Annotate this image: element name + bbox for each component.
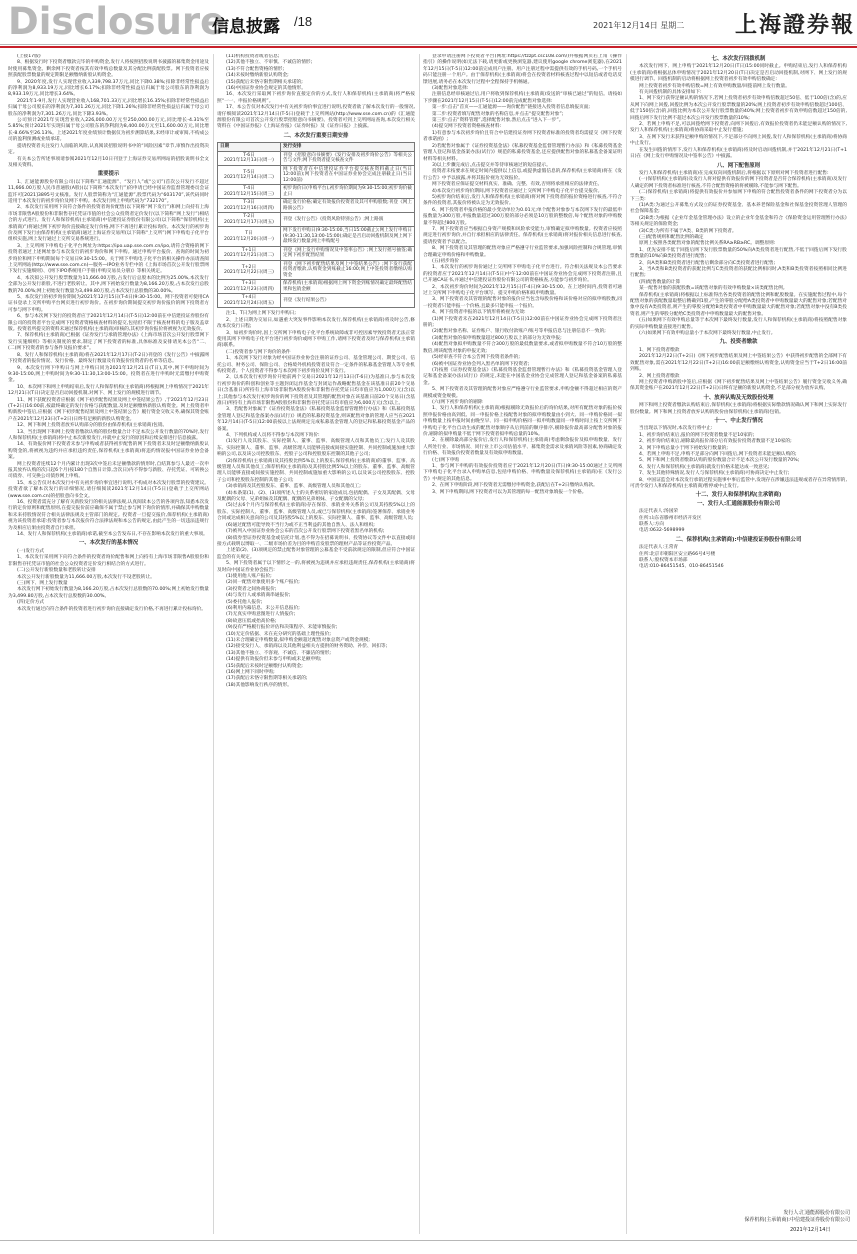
schedule-title: 二、本次发行重要日期安排 [283, 132, 349, 139]
header-rule [0, 46, 857, 48]
body-paragraph: 12、网下和网上投资者放弃认购部分的股份由保荐机构(主承销商)包销。 [17, 423, 168, 429]
body-paragraph: 注:1、T日为网上网下发行申购日; [226, 311, 296, 317]
body-paragraph: 发行人和保荐机构(主承销商)在完成双向回拨机制后,将根据以下原则对网下投资者进行配售: [639, 170, 829, 176]
schedule-day: T+4日 2021年12月24日(周五) [218, 294, 281, 308]
body-paragraph: 电话:010-86451545、010-86451546 [639, 564, 724, 570]
body-paragraph: 投资者未按要求在规定时间内提供以上信息,或提供虚假信息的,保荐机构(主承销商)将在《发行公告》中予以披露,并将其报价视为无效报价。 [423, 169, 622, 181]
body-paragraph: 网上投资者连续12个月内累计出现3次中签后未足额缴款的情形时,自结算参与人最近一次申报其放弃认购的次日起6个月(按180个自然日计算,含次日)内不得参与新股、存托凭证、可转换公司债券、可交换公司债券网上申购。 [8, 461, 209, 480]
body-paragraph: (六)网下初步询价的剔除 [432, 399, 483, 405]
body-paragraph: (1)发行人及其股东、实际控制人、董事、监事、高级管理人员和其他员工;发行人及其股东、实际控制人、董事、监事、高级管理人员能够直接或间接实施控制、共同控制或施加重大影响的公司,以及该公司控股股东、控股子公司和控股股东控制的其他子公司; [217, 439, 415, 458]
body-paragraph: (五)如果网下有效申购总量等于本次网下最终发行数量,发行人和保荐机构(主承销商)将按照配售对象的实际申购数量直接进行配售。 [630, 318, 847, 330]
body-paragraph: (7)被列入中国证券业协会公布的首次公开发行股票网下投资者黑名单的机构; [226, 529, 385, 535]
body-paragraph: 6、发行人和保荐机构(主承销商)就发行价格未能达成一致意见; [639, 464, 770, 470]
body-paragraph: 提请投资者关注发行人面临的风险,认真阅读招股说明书中的“风险因素”章节,审慎作出投资决定。 [8, 143, 209, 156]
body-paragraph: 2、初步询价结束后,剔除最高报价部分后有效报价投资者数量不足10家的; [639, 439, 792, 445]
body-paragraph: 公司预计2021年实现营业收入226,000.00万元至250,000.00万元,同比增长-4.31%至5.85%;预计2021年实现归属于母公司股东的净利润为8,400.00万元至11,600.00万元,同比增长-8.66%至26.13%。上述2021年度业绩预计数据仅为初步测算结果,未经审计或审阅,不构成公司的盈利预测或业绩承诺。 [8, 118, 209, 143]
schedule-task: 确定发行价格;确定有效报价投资者及其可申购股数;刊登《网上路演公告》 [281, 199, 415, 213]
body-paragraph: 3、若配售对象属于《证券投资基金法》《私募投资基金监督管理暂行办法》和《私募投资基金管理人登记和基金备案办法(试行)》规范的私募投资基金,则该配售对象的管理人应当在2021年12月14日(T-5日)12:00前按以上法规规定完成私募基金管理人的登记和私募投资基金产品的备案。 [217, 407, 415, 432]
body-paragraph: 3、上交所网下申购电子化平台网址为:https://ipo.uap.sse.com.cn/ipo,请符合资格的网下投资者通过上述网址参与本次发行的初步询价和网下申购。通过申购平台报价、查询的时间为初步询价和网下申购期间每个交易日9:30-15:00。关于网下申购电子化平台的相关操作办法请查阅上交所网站(http://www.sse.com.cn)—服务—IPO业务专栏中的《上海市场首次公开发行股票网下发行实施细则》、《网下IPO系统用户手册(申购交易员分册)》等相关规定。 [8, 243, 209, 275]
body-paragraph: (15)获配后未按时足额缴付认购资金; [226, 663, 303, 669]
body-paragraph: (4)提交网下投资者资格核查材料: [432, 124, 502, 130]
list-item: (16)中国证券业协会规定的其他情形。 [226, 86, 306, 92]
list-item: (13)不符合配售资格的情形; [226, 66, 285, 72]
body-paragraph: (4)配售对象拟申购数量不符合300万股的最低数量要求,或者拟申购数量不符合10万股的整数倍,则该配售对象的申报无效; [423, 342, 622, 354]
body-paragraph: (8)故意压低或抬高价格; [226, 618, 277, 624]
column-1 [8, 54, 209, 1232]
body-paragraph: (17)获配后未恪守限售期等相关承诺的; [226, 676, 308, 682]
list-item: (11)机构投资者或者信息; [226, 54, 280, 59]
body-paragraph: 1、参与网下申购的有效报价投资者应于2021年12月20日(T日)9:30-15:00通过上交所网下申购电子化平台录入申购单信息,包括申购价格、申购数量及保荐机构(主承销商)在《发行公告》中规定的其他信息。 [423, 464, 622, 482]
body-paragraph: 1)有意参与本次初步询价且符合中信建投证券网下投资者标准的投资者均需提交《网下投资者承诺函》; [423, 130, 622, 143]
body-paragraph: 某一配售对象的获配股数=该配售对象的有效申购数量×该类配售比例。 [639, 286, 788, 292]
body-paragraph: 九、投资者缴款 [719, 339, 758, 346]
body-paragraph: (3)C类:为所有不属于A类、B类的网下投资者。 [639, 228, 737, 234]
schedule-day: T+3日 2021年12月23日(周四) [218, 280, 281, 294]
body-paragraph: 联系人:股权资本市场部 [639, 558, 688, 564]
schedule-task: 网下发行申购日(9:30-15:00,当日15:00截止);网上发行申购日(9:30-11:30,13:00-15:00);确定是否启动回拨机制及网上网下最终发行数量;网上申购配号 [281, 227, 415, 247]
body-paragraph: 2021年12月22日(T+2日)《网下初步配售结果及网上中签结果公告》中获得初步配售的全部网下有效配售对象,需在2021年12月22日(T+2日)16:00前足额缴纳认购资金,认购资金应当于T+2日16:00前到账。 [630, 354, 847, 373]
schedule-task: 初步询价日(申购平台),初步询价期间为9:30-15:00;初步询价截止日 [281, 185, 415, 199]
list-item: (14)未按时缴纳新股认购资金; [226, 73, 289, 79]
body-paragraph: 网上投资者初步有效申购倍数=网上有效申购数量/回拨前网上发行数量。 [639, 83, 790, 89]
body-paragraph: 2、在剔除最高部分报价后,发行人和保荐机构(主承销商)考虑剩余报价及拟申购数量、发行人所处行业、市场情况、同行业上市公司估值水平、募集资金需求及承销风险等因素,协商确定发行价格、有效报价投资者数量及有效拟申购数量。 [423, 438, 622, 457]
body-paragraph: (上接17版) [17, 54, 41, 59]
body-paragraph: 2021年1-9月,发行人实现营业收入168,701.33万元,同比增长16.35%;扣除非经常性损益后归属于母公司股东的净利润为7,301.26万元,同比下降1.26%;扣除非经常性损益后归属于母公司股东的净利润为7,301.26万元,同比下降3.93%。 [8, 98, 209, 117]
body-paragraph: 上述第(2)、(3)项规定的禁止配售对象管理的公募基金不受前款规定的限制,但应符合中国证监会的有关规定。 [217, 548, 415, 560]
body-paragraph: 14、有效报价网下投资者未参与申购或者获得初步配售的网下投资者未及时足额缴纳新股认购资金的,将被视为违约并应承担违约责任,保荐机构(主承销商)将违约情况报中国证券业协会备案。 [8, 442, 209, 461]
schedule-header-row [218, 143, 415, 152]
body-paragraph: 5、网下投资者属于以下情形之一的,将被视为违规并应承担违规责任,保荐机构(主承销商)将及时向中国证券业协会报告: [217, 561, 415, 573]
schedule-task: 刊登《发行结果公告》 [281, 294, 415, 308]
body-paragraph: 9、2020年度,发行人实现营业收入339,798.37万元,同比下降0.38%;扣除非经常性损益后的净利润为8,933.19万元,同比增长6.17%;扣除非经常性损益后归属于母公司股东的净利润为8,933.19万元,同比增长3.64%。 [8, 79, 209, 98]
body-paragraph: 十一、中止发行情况 [714, 417, 763, 424]
body-paragraph: (2)保荐机构(主承销商)及其持股比例5%以上的股东,保荐机构(主承销商)的董事、监事、高级管理人员和其他员工;保荐机构(主承销商)及其持股比例5%以上的股东、董事、监事、高级管理人员能够直接或间接实施控制、共同控制或施加重大影响的公司,以及该公司控股股东、控股子公司和控股股东控制的其他子公司; [217, 458, 415, 483]
body-paragraph: (二)保荐机构(主承销商)将提供有效报价并参加网下申购的符合配售投资者条件的网下投资者分为以下三类: [630, 190, 847, 202]
table-row [218, 185, 415, 199]
body-paragraph: 本次发行网下、网上申购于2021年12月20日(T日)15:00同时截止。申购结束后,发行人和保荐机构(主承销商)将根据总体申购情况于2021年12月20日(T日)决定是否启动回拨机制,对网下、网上发行的规模进行调节。回拨机制的启动将根据网上投资者初步有效申购倍数确定: [630, 64, 847, 83]
body-paragraph: 1、初步询价结束后,报价的网下投资者数量不足10家的; [639, 432, 755, 438]
table-row [218, 151, 415, 165]
table-row [218, 280, 415, 294]
body-paragraph: 1、本次网下发行对象为经中国证券业协会注册的证券公司、基金管理公司、期货公司、信托公司、财务公司、保险公司、合格境外机构投资者及符合一定条件的私募基金管理人等专业机构投资者。个人投资者不得参与本次网下初步询价及网下发行。 [217, 356, 415, 374]
schedule-task: 刊登《网下初步配售结果及网上中签结果公告》;网下发行获配投资者缴款,认购资金到账截止16:00;网上中签投资者缴纳认购资金 [281, 260, 415, 280]
footer-rule [0, 1240, 857, 1241]
body-paragraph: (10)无定价依据、未在充分研究的基础上理性报价; [226, 631, 331, 637]
body-paragraph: 重要提示 [97, 171, 120, 178]
body-paragraph: (二)公开发行新股数量和老股转让安排 [17, 568, 96, 574]
body-paragraph: (7)无真实申购意图进行人情报价; [226, 612, 296, 618]
table-row [218, 165, 415, 185]
body-paragraph: 网下投资者应保证提交材料真实、准确、完整、有效,否则将承担相应的法律责任。 [432, 182, 603, 188]
body-paragraph: (4)与发行人或承销商串通报价; [226, 593, 291, 599]
body-paragraph: 第三步:点击“资料管理”,选择配售对象,然后点击“进入下一步”。 [432, 118, 564, 124]
body-paragraph: 7、网下投资者应当根据自身资产规模和风险承受能力,审慎确定拟申购数量。投资者应按照规定进行初步询价,并自行承担相应的法律责任。保荐机构(主承销商)将对报价相关信息进行核查,提请投资者予以配合。 [423, 226, 622, 245]
body-paragraph: (3)投资者之间协商报价; [226, 586, 277, 592]
table-row [218, 227, 415, 247]
body-paragraph: (三)配售规则和配售比例的确定 [639, 234, 704, 240]
schedule-task: 刊登《发行公告》《投资风险特别公告》;网上路演 [281, 213, 415, 227]
body-paragraph: 4、若网上申购不足,申购不足部分向网下回拨后,网下投资者未能足额认购的; [639, 451, 797, 457]
body-paragraph: 4、下列机构或人员将不得参与本次网下询价: [226, 433, 320, 438]
table-row [218, 246, 415, 260]
section-title: 信息披露 [212, 17, 280, 37]
body-paragraph: 8、中国证监会对本次发行承销过程实施事中事后监管中,发现存在涉嫌违法违规或者存在异常情形的,可责令发行人和保荐机构(主承销商)暂停或中止发行。 [630, 477, 847, 489]
body-paragraph: (16)网上网下同时申购; [226, 670, 275, 676]
body-paragraph: (一)保荐机构(主承销商)及发行人将对提供有效报价的网下投资者是否符合保荐机构(主承销商)及发行人确定的网下投资者标准进行核查,不符合配售资格的将被剔除,不能参与网下配售。 [630, 177, 847, 189]
body-paragraph: 注册信息经审核通过后,用户将收到保荐机构(主承销商)发送的“审核已通过”的短信。请按如下步骤在2021年12月15日(T-5日)12:00前完成配售对象选择: [423, 92, 622, 104]
body-paragraph: (六)如果网下有效申购总量小于本次网下最终发行数量,中止发行。 [639, 331, 776, 337]
body-paragraph: 5)初步询价结束后,发行人和保荐机构(主承销商)将对网下投资者的报价资格进行核查,不符合条件的投资者,其报价将被认定为无效报价。 [423, 194, 622, 207]
body-paragraph: 1、发行人和保荐机构(主承销商)根据剔除无效报价后的询价结果,对所有配售对象的报价按照申报价格由高到低、同一申报价格上按配售对象的拟申购数量由小到大、同一申购价格同一拟申购数量上按申报时间由晚至早、同一拟申购价格同一拟申购数量同一申购时间上按上交所网下申购电子化平台自动生成的配售对象顺序从后到前的顺序排序,剔除报价最高部分配售对象的报价,剔除的拟申购量不低于网下投资者拟申购总量的10%。 [423, 406, 622, 437]
issue-date: 2021年12月14日 星期二 [593, 21, 685, 30]
body-paragraph: (14)提供有效报价但未参与申购或未足额申购; [226, 657, 322, 663]
schedule-day: T日 2021年12月20日(周一) [218, 227, 281, 247]
schedule-day: T-5日 2021年12月14日(周二) [218, 165, 281, 185]
body-paragraph: 联系人:方向 [639, 522, 665, 528]
body-paragraph: 2、向A类和B类投资者进行配售后剩余部分向C类投资者进行配售; [639, 260, 776, 266]
column-4 [630, 54, 847, 1232]
body-paragraph: 1、本次发行的初步询价通过上交所网下申购电子化平台进行。符合相关法规及本公告要求的投资者应于2021年12月14日(T-5日)中午12:00前在中国证券业协会完成网下投资者注册,且已开通CA证书,并通过中信建投证券股份有限公司的资格核查,方能参与初步询价。 [423, 265, 622, 284]
body-paragraph: 14、发行人和保荐机构(主承销商)承诺,截至本公告发布日,不存在影响本次发行的重大事项。 [17, 532, 208, 538]
issuer-signature: 发行人:汇通能源股份有限公司 [783, 1210, 850, 1216]
table-row [218, 213, 415, 227]
body-paragraph: (1)使用他人账户报价; [226, 573, 272, 579]
body-paragraph: 住所:山东省滕州市经济开发区 [639, 515, 702, 521]
body-paragraph: 8、发行人和保荐机构(主承销商)将在2021年12月17日(T-2日)刊登的《发行公告》中披露网下投资者的报价情况、发行价格、最终发行数量及有效报价投资者的名单等信息。 [8, 352, 209, 365]
body-paragraph: 6、参与本次网下发行的投资者应于2021年12月14日(T-5日)12:00前在中信建投证券股份有限公司的投资者平台完成网下投资者资格核查材料的提交,包括但不限于核查材料的电子版及盖章版。投资者所提交的资料未通过保荐机构(主承销商)审核的,其初步询价报价将被视为无效报价。 [8, 314, 209, 333]
body-paragraph: 11、网下获配投资者应根据《网下初步配售结果及网上中签结果公告》,于2021年12月23日(T+2日)16:00前,按最终确定的发行价格与获配数量,及时足额缴纳新股认购资金。网上投资者申购新股中签后,应根据《网下初步配售结果及网上中签结果公告》履行资金交收义务,确保其资金账户在2021年12月23日(T+2日)日终有足额的新股认购资金。 [8, 397, 209, 422]
body-paragraph: 第二步:投资者填写配售对象的名称信息,并点击“提交配售对象”; [432, 111, 564, 117]
list-item: (15)获配后未恪守限售期相关承诺的; [226, 79, 303, 85]
body-paragraph: 1、优先安排不低于回拨后网下发行股票数量的50%向A类投资者进行配售,不低于回拨后网下发行股票数量的10%向B类投资者进行配售; [630, 247, 847, 260]
masthead-title: Disclosure [8, 0, 226, 43]
body-paragraph: 网下和网上投资者缴款认购结束后,保荐机构(主承销商)将根据实际缴款情况确认网下和网上实际发行股份数量。网下和网上投资者放弃认购的股份由保荐机构(主承销商)包销。 [630, 403, 847, 415]
body-paragraph: 二、保荐机构(主承销商):中信建投证券股份有限公司 [675, 536, 802, 543]
body-paragraph: (12)接受发行人、承销商以及其他利益相关方提供的财务资助、补偿、回扣等; [226, 644, 388, 650]
body-paragraph: 当出现以下情况时,本次发行将中止: [639, 426, 713, 432]
body-paragraph: (5)委托他人报价; [226, 599, 263, 605]
body-paragraph: (五)初步询价 [432, 259, 460, 264]
table-row [218, 199, 415, 213]
body-paragraph: 网上投资者申购新股中签后,应根据《网下初步配售结果及网上中签结果公告》履行资金交收义务,确保其资金账户在2021年12月22日(T+2日)日终有足额的新股认购资金,不足部分视为放弃认购。 [630, 379, 847, 392]
body-paragraph: (三)网下、网上发行数量 [17, 580, 68, 586]
body-paragraph: 3、网下申购总量小于网下初始发行数量的; [639, 445, 728, 451]
body-paragraph: 在发生回拨的情形下,发行人和保荐机构(主承销商)将及时启动回拨机制,并于2021年12月21日(T+1日)在《网上发行申购情况及中签率公告》中披露。 [630, 147, 847, 160]
schedule-day: T-4日 2021年12月15日(周三) [218, 185, 281, 199]
body-paragraph: 登录申请注册网下投资者平台(网址:https://tzzpt.csc108.com/)并根据网页右上角《操作指引》的操作说明(如无法下载,请更新或更换浏览器,建议使用google chrome浏览器),在2021年12月15日(T-5日)12:00前完成用户注册。用户注册过程中需提供有效的手机号码,一个手机号码只能注册一个用户。由于保荐机构(主承销商)将会在投资者材料核查过程中以短信或者电话反馈进展,请务必在本次发行过程中全程保持手机畅通。 [423, 54, 622, 85]
table-row [218, 260, 415, 280]
body-paragraph: 16、本次发行采取网下初步询价直接定价的方式,发行人和保荐机构(主承销商)将严格按照“一一、申报价格规则”。 [217, 92, 415, 104]
body-paragraph: 保荐机构(主承销商)将根据以上标准得出各类投资者的配售比例和配股数量。在实施配售过程中,每个配售对象的获配数量取整后精确到1股,产生的零股分配给A类投资者中申购数量最大的配售对象;若配售对象中没有A类投资者,则产生的零股分配给B类投资者中申购数量最大的配售对象;若配售对象中没有B类投资者,则产生的零股分配给C类投资者中申购数量最大的配售对象。 [630, 292, 847, 317]
schedule-day: T-6日 2021年12月13日(周一) [218, 151, 281, 165]
body-paragraph: (1)网下投资者未在2021年12月14日(T-5日)12:00前在中国证券业协会完成网下投资者注册的; [423, 316, 622, 329]
body-paragraph: 原则上按照各类配售对象的配售比例关系RA≥RB≥RC。调整原则: [639, 241, 776, 247]
body-paragraph: 一、本次发行的基本情况 [78, 540, 139, 547]
body-paragraph: 4)本次发行初步询价期间,网下投资者应通过上交所网下申购电子化平台提交报价。 [432, 188, 603, 194]
body-paragraph: (7)按照《证券投资基金法》《私募投资基金监督管理暂行办法》和《私募投资基金管理人登记和基金备案办法(试行)》的规定,未能在中国基金业协会完成管理人登记和基金备案的私募基金。 [423, 367, 622, 386]
column-3 [423, 54, 622, 1232]
body-paragraph: 10、本次网下和网上申购结束后,发行人和保荐机构(主承销商)将根据网上申购情况于2021年12月21日(T日)决定是否启动回拨机制,对网下、网上发行的规模进行调节。 [8, 384, 209, 397]
body-paragraph: 3、如初步询价时,因上交所网下申购电子化平台系统故障或非可控因素导致投资者无法正常使用其网下申购电子化平台进行初步询价或网下申购工作,请网下投资者及时与保荐机构(主承销商)联系。 [217, 330, 415, 349]
body-paragraph: 有关本公告所述事项请参阅2021年12月10日刊登于上海证券交易所网站的招股说明书全文及相关资料。 [8, 156, 209, 168]
body-paragraph: 7、保荐机构(主承销商)已根据《证券发行与承销管理办法》《上海市场首次公开发行股票网下发行实施细则》等相关制度的要求,制定了网下投资者的标准,具体标准及安排请见本公告“二、(二)网下投资者的参与条件及报价要求”。 [8, 333, 209, 352]
schedule-task: 网下投资者在中信建投证券平台提交核查资料截止日(当日12:00前);网下投资者在中国证券业协会完成注册截止日(当日12:00前) [281, 165, 415, 185]
schedule-task: 保荐机构(主承销商)根据网上网下资金到账情况确定最终配售结果和包销金额 [281, 280, 415, 294]
body-paragraph: (二)投资者参与网下询价的条件 [226, 349, 291, 355]
body-paragraph: (11)未合理确定申购数量,拟申购金额超过配售对象总资产或资金规模; [226, 638, 370, 643]
body-paragraph: (3)配售对象的拟申购数量超过800万股以上的部分为无效申报; [432, 335, 562, 341]
body-paragraph: 1、网下发行获得足额认购的情况下,若网上投资者初步有效申购倍数超过50倍、低于100倍(含)的,应从网下向网上回拨,回拨比例为本次公开发行股票数量的20%;网上投资者初步有效申购倍数超过100倍、低于150倍(含)的,回拨比例为本次公开发行股票数量的40%;网上投资者初步有效申购倍数超过150倍的,回拨后网下发行比例不超过本次公开发行股票数量的10%; [630, 96, 847, 121]
body-paragraph: 住所:北京市朝阳区安立路66号4号楼 [639, 551, 716, 557]
body-paragraph: 16、投资者需充分了解有关新股发行的相关法律法规,认真阅读本公告的各项内容,知悉本次发行的定价原则和配售原则,在提交报价前应确保不属于禁止参与网下询价的情形,并确保其申购数量和未来持股情况符合相关法律法规及主管部门的规定。投资者一旦提交报价,保荐机构(主承销商)视为该投资者承诺:投资者参与本次报价符合法律法规和本公告的规定,由此产生的一切违法违规行为及相应后果由投资者自行承担。 [8, 500, 209, 531]
body-paragraph: 1、本次发行采用网下向符合条件的投资者询价配售和网上向持有上海市场非限售A股股份和非限售存托凭证市值的社会公众投资者定价发行相结合的方式进行。 [8, 555, 209, 567]
body-paragraph: (13)其他不独立、不客观、不诚信、不廉洁的情形; [226, 650, 331, 656]
body-paragraph: 2、以本次发行初步询价开始前两个交易日2021年12月13日(T-6日)为基准日,参与本次发行初步询价的科创和创业等主题封闭运作基金与封闭运作战略配售基金在该基准日前20个交易日(含基准日)所持有上海市场非限售A股股份和非限售存托凭证日均市值应为1,000万元(含)以上;其他参与本次发行初步询价的网下投资者及其管理的配售对象在该基准日前20个交易日(含基准日)所持有上海市场非限售A股股份和非限售存托凭证日均市值应为6,000万元(含)以上。 [217, 375, 415, 406]
body-paragraph: 一、发行人:汇通能源股份有限公司 [696, 500, 780, 507]
body-paragraph: 七、本次发行回拨机制 [711, 56, 766, 62]
body-paragraph: 4、网下投资者申报的以下情形将被视为无效: [432, 310, 526, 316]
list-item: (12)其他不独立、不审慎、不诚信的情形; [226, 60, 313, 66]
body-paragraph: 9、本次发行网下申购日与网上申购日同为2021年12月21日(T日),其中,网下申购时间为9:30-15:00,网上申购时间为9:30-11:30,13:00-15:00。投资者在进行申购时无需缴付申购资金。 [8, 365, 209, 384]
table-row [218, 294, 415, 308]
body-paragraph: 2、本次发行采用网下向符合条件的投资者询价配售(以下简称“网下发行”)和网上向持有上海市场非限售A股股份和非限售存托凭证市值的社会公众投资者定价发行(以下简称“网上发行”)相结合的方式进行。发行人和保荐机构(主承销商)中信建投证券股份有限公司(以下简称“保荐机构(主承销商)”)将通过网下初步询价直接确定发行价格,网下不再进行累计投标询价。本次发行的初步询价及网下发行由保荐机构(主承销商)通过上海证券交易所(以下简称“上交所”)网下申购电子化平台组织实施,网上发行通过上交所交易系统进行。 [8, 205, 209, 243]
schedule-header-task: 发行安排 [281, 143, 415, 152]
body-paragraph: 第一步:点击“首页——汇通能源——询价配售”链接进入投资者信息填报页面; [432, 105, 591, 111]
masthead [0, 0, 857, 45]
body-paragraph: 4、本次拟公开发行股票数量为11,666.00万股,占发行后总股本的比例为25.00%,本次发行全部为公开发行新股,不进行老股转让。其中,网下初始发行数量为8,166.20万股,占本次发行总股数的70.00%;网上初始发行数量为3,499.80万股,占本次发行总股数的30.00%。 [8, 275, 209, 294]
column-divider [419, 54, 420, 1234]
body-paragraph: (4)本条第(1)、(2)、(3)项所述人士的关系密切的家庭成员,包括配偶、子女及其配偶、父母及配偶的父母、兄弟姐妹及其配偶、配偶的兄弟姐妹、子女配偶的父母; [217, 490, 415, 503]
body-paragraph: 13、当出现网下和网上投资者缴款认购的股份数量合计不足本次公开发行数量的70%时,发行人和保荐机构(主承销商)将中止本次新股发行,并就中止发行的原因和后续安排进行信息披露。 [8, 429, 209, 441]
body-paragraph: 3、在网下发行未获得足额申购的情况下,不足部分不向网上回拨,发行人和保荐机构(主承销商)将协商中止发行。 [630, 134, 847, 147]
body-paragraph: (四)定价方式 [17, 600, 45, 606]
page-number: /18 [294, 14, 313, 29]
schedule-day: T+2日 2021年12月22日(周三) [218, 260, 281, 280]
body-paragraph: 3、网下投资者及其管理的配售对象的报价应当包含每股价格和该价格对应的拟申购股数,同一投资者只能申报一个价格,且最多只能申报一个报价。 [423, 297, 622, 309]
signature-date: 2021年12月14日 [790, 1227, 831, 1233]
body-paragraph: 2)若配售对象属于《证券投资基金法》《私募投资基金监督管理暂行办法》和《私募投资基金管理人登记和基金备案办法(试行)》规范的私募投资基金,还应提供配售对象的私募基金备案证明材料等相关材料。 [423, 143, 622, 162]
body-paragraph: (3)承销商及其控股股东、董事、监事、高级管理人员和其他员工; [226, 484, 361, 490]
body-paragraph: 17、本公告仅对本次发行中有关初步询价事宜进行说明,投资者欲了解本次发行的一般情况,请仔细阅读2021年12月14日(T-5日)登载于上交所网站(http://www.sse.com.cn)的《汇通能源股份有限公司首次公开发行股票招股意向书摘要》。投资者可到上交所网站查询,本次发行相关资料在《中国证券报》《上海证券报》《证券时报》及《证券日报》上披露。 [217, 105, 415, 130]
body-paragraph: 2、网上投资者缴款 [639, 373, 680, 379]
schedule-table [217, 142, 415, 308]
body-paragraph: 5、网下投资者及其管理的配售对象应严格遵守行业监管要求,申购金额不得超过相应的资产规模或资金规模。 [423, 387, 622, 399]
sponsor-signature: 保荐机构(主承销商):中信建投证券股份有限公司 [744, 1217, 850, 1223]
body-paragraph: 8、根据发行时下投资者缴款完毕的申购资金,发行人将按照招股说明书披露的募集资金用途及时使用募集资金。剩余网下投资者按其有效申购总数量及其分配比例获配股票。网下投资者应按照获配股票数量的规定期限足额缴纳新股认购资金。 [8, 60, 209, 79]
body-paragraph: 15、本公告仅对本次发行中有关初步询价事宜进行说明,不构成对本次发行股票的投资建议。投资者欲了解本次发行的详细情况,请仔细阅读2021年12月14日(T-5日)登载于上交所网站(www.sse.com.cn)的招股意向书全文。 [8, 480, 209, 499]
schedule-day: T-2日 2021年12月17日(周五) [218, 213, 281, 227]
body-paragraph: (3)配售对象选择: [432, 86, 469, 92]
body-paragraph: (6)被中国证券业协会列入黑名单的网下投资者; [432, 361, 530, 367]
body-paragraph: 本次公开发行新股数量为11,666.00万股,本次发行不设老股转让。 [17, 574, 155, 580]
body-paragraph: 十二、发行人和保荐机构(主承销商) [695, 492, 782, 499]
body-paragraph: 1、汇通能源股份有限公司(以下简称“汇通能源”、“发行人”或“公司”)首次公开发行不超过11,666.00万股人民币普通股(A股)(以下简称“本次发行”)的申请已经中国证券监督管理委员会证监许可[2021]3895号文核准。发行人股票简称为“汇通能源”,股票代码为“603170”,该代码同时适用于本次发行的初步询价及网下申购。本次发行网上申购代码为“732170”。 [8, 179, 209, 204]
schedule-day: T+1日 2021年12月21日(周二) [218, 246, 281, 260]
body-paragraph: 8、网下投资者及其管理的配售对象应严格遵守行业监管要求,加强风险控制和合规管理,审慎合理确定申购价格和申购数量。 [423, 246, 622, 258]
body-paragraph: 八、网下配售原则 [716, 162, 761, 169]
body-paragraph: (8)债券型证券投资基金或信托计划,也不得为在招募说明书、投资协议等文件中以直接或间接方式载明以博取一、二级市场价差为目的申购首发股票的理财产品等证券投资产品。 [217, 535, 415, 547]
body-paragraph: (四)配售数量的计算 [639, 279, 681, 285]
body-paragraph: 法定代表人:王常青 [639, 545, 679, 551]
column-2 [217, 54, 415, 1232]
column-divider [213, 54, 214, 1234]
body-paragraph: (6)利用内幕信息、未公开信息报价; [226, 605, 300, 611]
newspaper-logo: 上海證券報 [735, 12, 856, 38]
body-paragraph: 电话:0632-5698999 [639, 528, 685, 534]
body-paragraph: 法定代表人:汤国荣 [639, 509, 679, 515]
body-paragraph: 本次发行网下初始发行数量为8,166.20万股,占本次发行总股数的70.00%;网上初始发行数量为3,499.80万股,占本次发行总股数的30.00%。 [8, 587, 209, 599]
body-paragraph: 6、网下投资者申报价格的最小变动单位为0.01元;单个配售对象参与本次网下发行的最低申报数量为300万股,申报数量超过300万股的部分必须是10万股的整数倍,每个配售对象的申购数量不得超过800万股。 [423, 207, 622, 226]
body-paragraph: 3、网下申购期间,网下投资者可以为其管理的每一配售对象填报一个价格。 [432, 489, 587, 495]
body-paragraph: (18)其他影响发行秩序的情形。 [226, 682, 292, 688]
schedule-task: 刊登《招股意向书摘要》《发行安排及初步询价公告》等相关公告与文件;网下投资者提交核查文件 [281, 151, 415, 165]
body-paragraph: (5)过去6个月内与保荐机构(主承销商)存在保荐、承销业务关系的公司及其持股5%以上的股东、实际控制人、董事、监事、高级管理人员,或已与保荐机构(主承销商)签署保荐、承销业务合同或达成相关意向的公司及其持股5%以上的股东、实际控制人、董事、监事、高级管理人员; [217, 503, 415, 522]
body-paragraph: 5、本次发行的初步询价期间为2021年12月15日(T-4日)9:30-15:00。网下投资者可使用CA证书登录上交所申购平台网页进行初步询价。在初步询价期间提交初步询价报价的网下投资者方可参与网下申购。 [8, 295, 209, 313]
body-paragraph: (6)通过配售可能导致不当行为或不正当利益的其他自然人、法人和组织; [226, 522, 375, 528]
column-divider [626, 54, 627, 1234]
schedule-day: T-3日 2021年12月16日(周四) [218, 199, 281, 213]
body-paragraph: 3、当A类和B类投资者的获配比例与C类投资者的获配比例相同时,A类和B类投资者按照相同比例进行配售; [630, 267, 847, 279]
body-paragraph: 十、放弃认购及无效股份处理 [703, 394, 774, 401]
body-paragraph: 本次发行通过向符合条件的投资者进行初步询价直接确定发行价格,不再进行累计投标询价。 [17, 606, 206, 612]
body-paragraph: (2)B类:为根据《企业年金基金管理办法》设立的企业年金基金和符合《保险资金运用管理暂行办法》等相关规定的保险资金; [630, 215, 847, 228]
schedule-task: 刊登《网上发行申购情况及中签率公告》;网上发行摇号抽签;确定网下初步配售结果 [281, 246, 415, 260]
body-paragraph: (一)发行方式 [17, 548, 45, 554]
body-paragraph: (9)没有严格履行报价评估和决策程序、未能审慎报价; [226, 625, 338, 631]
body-paragraph: 1、网下投资者缴款 [639, 347, 680, 353]
body-paragraph: 5、网下和网上投资者缴款认购的股份数量合计不足本次公开发行数量的70%; [639, 458, 800, 464]
body-paragraph: 3)以上步骤完成后,点击提交并等待审核通过的短信提示。 [432, 162, 551, 168]
body-paragraph: (1)A类:为通过公开募集方式设立的证券投资基金、基本养老保险基金和社保基金投资管理人管理的社会保障基金; [630, 202, 847, 215]
body-paragraph: 2、上述日期为交易日,如遇重大突发事件影响本次发行,保荐机构(主承销商)将及时公告,修改本次发行日程; [217, 317, 415, 330]
body-paragraph: (5)经审查不符合本公告网下投资者条件的; [432, 355, 520, 361]
body-paragraph: (2)配售对象名称、证券账户、银行收付款账户/账号等申报信息与注册信息不一致的; [432, 329, 606, 335]
signature-block [700, 1210, 850, 1224]
body-paragraph: 2、本次初步询价时间为2021年12月15日(T-4日)9:30-15:00。在上述时间内,投资者可通过上交所网下申购电子化平台填写、提交申购价格和拟申购数量。 [423, 284, 622, 297]
body-paragraph: 2、若网上申购不足,可以回拨给网下投资者,向网下回拨后,有效报价投资者仍未能足额认购的情况下,发行人和保荐机构(主承销商)将协商采取中止发行措施; [630, 122, 847, 134]
body-paragraph: 有关回拨机制的具体安排如下: [639, 90, 702, 96]
body-paragraph: 2、在网下申购阶段,网下投资者无需缴付申购资金,获配后在T+2日缴纳认购款。 [432, 483, 598, 489]
schedule-header-date: 日期 [218, 143, 281, 152]
body-paragraph: (2)同一配售对象使用多个账户报价; [226, 580, 300, 586]
body-paragraph: (七)网下申购 [432, 457, 460, 463]
body-paragraph: 7、发生其他特殊情况,发行人与保荐机构(主承销商)可协商决定中止发行; [639, 471, 790, 477]
